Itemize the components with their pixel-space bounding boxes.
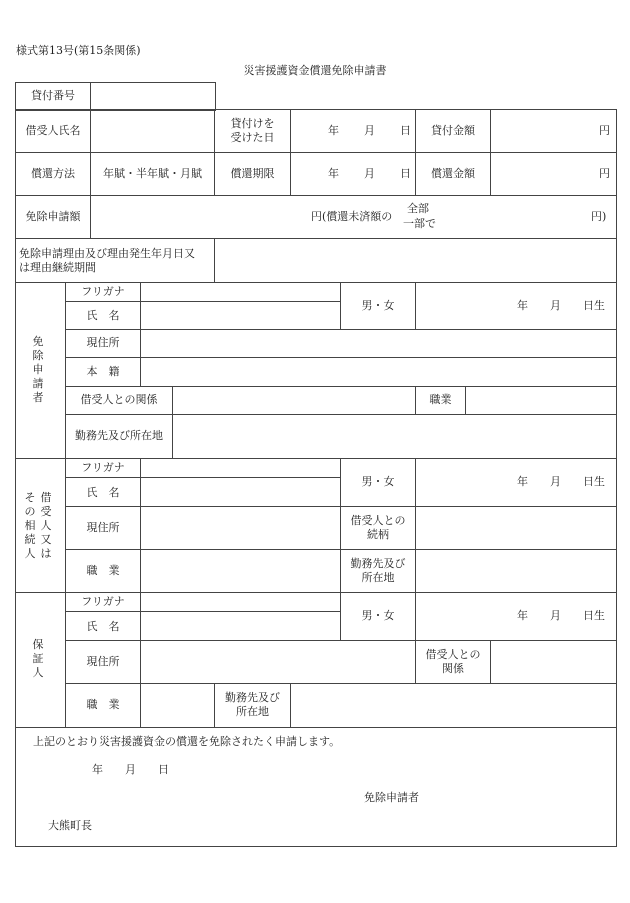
heir-relation-label-2: 続柄 — [367, 528, 389, 541]
reason-label-2: は理由継続期間 — [19, 261, 96, 274]
form-title: 災害援護資金償還免除申請書 — [243, 64, 387, 77]
loan-date-month: 月 — [364, 124, 375, 137]
guarantor-furigana-label: フリガナ — [81, 595, 125, 608]
heir-name-label: 氏 名 — [86, 486, 120, 499]
heir-gender[interactable]: 男・女 — [361, 475, 395, 488]
repayment-method-options[interactable]: 年賦・半年賦・月賦 — [103, 167, 202, 180]
heir-section-label-col1: その相続人 — [24, 491, 36, 560]
loan-date-day: 日 — [400, 124, 411, 137]
applicant-furigana-label: フリガナ — [81, 285, 125, 298]
exemption-amount-text: 円(償還未済額の — [311, 210, 393, 223]
exemption-partial[interactable]: 一部で — [403, 217, 436, 230]
loan-amount-label: 貸付金額 — [431, 124, 475, 137]
borrower-name-label: 借受人氏名 — [25, 124, 81, 137]
borrower-name-field[interactable] — [91, 110, 214, 152]
footer-addressee: 大熊町長 — [48, 819, 92, 832]
repayment-period-day: 日 — [400, 167, 411, 180]
guarantor-address-label: 現住所 — [86, 655, 120, 668]
applicant-relation-label: 借受人との関係 — [80, 393, 158, 406]
applicant-birth: 年 月 日生 — [517, 299, 605, 312]
loan-date-label-2: 受けた日 — [230, 131, 275, 144]
loan-date-year: 年 — [328, 124, 339, 137]
loan-amount-yen: 円 — [599, 124, 610, 137]
guarantor-gender[interactable]: 男・女 — [361, 609, 395, 622]
guarantor-relation-label-1: 借受人との — [425, 648, 481, 661]
reason-field[interactable] — [215, 239, 615, 282]
heir-relation-label-1: 借受人との — [350, 514, 406, 527]
loan-number-field[interactable] — [91, 83, 214, 109]
heir-workplace-label-2: 所在地 — [361, 571, 395, 584]
guarantor-name-label: 氏 名 — [86, 620, 120, 633]
loan-date-label-1: 貸付けを — [230, 117, 275, 130]
heir-birth: 年 月 日生 — [517, 475, 605, 488]
applicant-section-label: 免除申請者 — [32, 335, 44, 404]
applicant-gender[interactable]: 男・女 — [361, 299, 395, 312]
heir-address-label: 現住所 — [86, 521, 120, 534]
applicant-address-label: 現住所 — [86, 336, 120, 349]
guarantor-occupation-label: 職 業 — [86, 698, 120, 711]
exemption-close: 円) — [591, 210, 607, 223]
heir-occupation-label: 職 業 — [86, 564, 120, 577]
heir-section-label-col2: 借受人又は — [40, 491, 52, 560]
applicant-occupation-label: 職業 — [429, 393, 452, 406]
repayment-period-label: 償還期限 — [230, 167, 275, 180]
applicant-domicile-label: 本 籍 — [86, 365, 120, 378]
repayment-method-label: 償還方法 — [31, 167, 75, 180]
exemption-amount-label: 免除申請額 — [25, 210, 81, 223]
guarantor-workplace-label-2: 所在地 — [236, 705, 269, 718]
heir-furigana-label: フリガナ — [81, 461, 125, 474]
guarantor-section-label: 保証人 — [32, 638, 44, 679]
repayment-amount-yen: 円 — [599, 167, 610, 180]
loan-number-label: 貸付番号 — [31, 89, 75, 102]
footer-statement: 上記のとおり災害援護資金の償還を免除されたく申請します。 — [33, 735, 341, 748]
footer-date: 年 月 日 — [92, 763, 169, 776]
form-number: 様式第13号(第15条関係) — [16, 44, 141, 57]
footer-applicant: 免除申請者 — [364, 791, 419, 804]
reason-label-1: 免除申請理由及び理由発生年月日又 — [19, 247, 195, 260]
applicant-name-label: 氏 名 — [86, 309, 120, 322]
exemption-full[interactable]: 全部 — [407, 202, 429, 215]
repayment-period-month: 月 — [364, 167, 375, 180]
guarantor-relation-label-2: 関係 — [442, 662, 464, 675]
guarantor-workplace-label-1: 勤務先及び — [225, 691, 280, 704]
applicant-workplace-label: 勤務先及び所在地 — [75, 429, 163, 442]
repayment-period-year: 年 — [328, 167, 339, 180]
repayment-amount-label: 償還金額 — [431, 167, 475, 180]
heir-workplace-label-1: 勤務先及び — [350, 557, 406, 570]
guarantor-birth: 年 月 日生 — [517, 609, 605, 622]
